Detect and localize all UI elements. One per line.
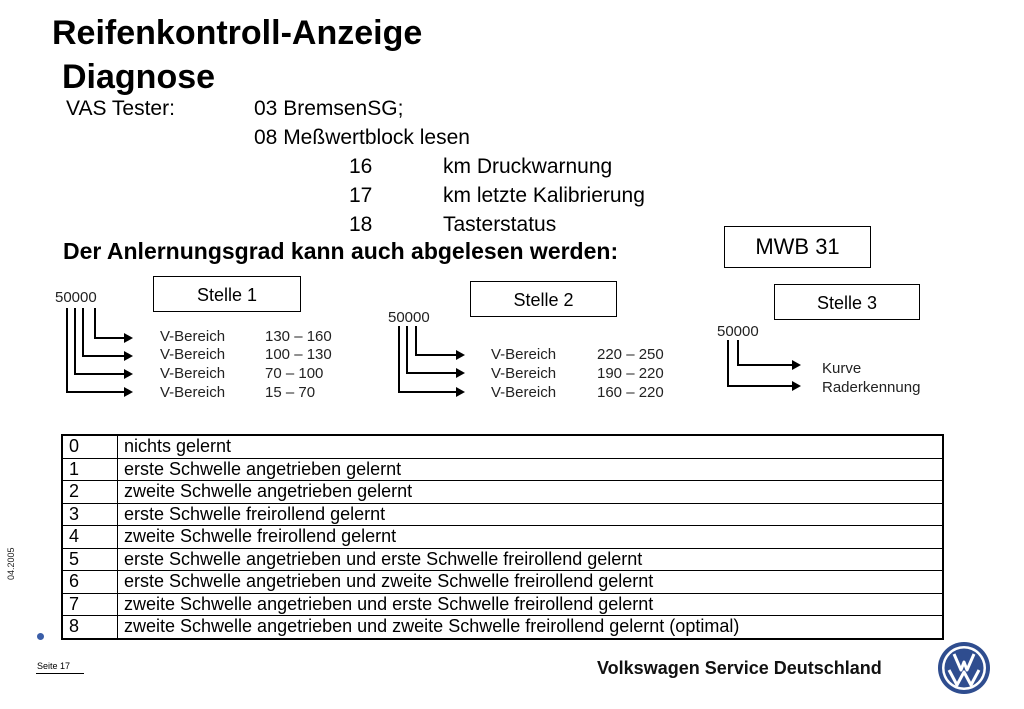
stelle-2-item-name: V-Bereich xyxy=(491,384,557,401)
code-cell: 7 xyxy=(62,593,118,616)
vas-row-num: 16 xyxy=(349,155,373,178)
codes-table xyxy=(61,434,944,640)
vas-row-num: 17 xyxy=(349,184,373,207)
stelle-2-box: Stelle 2 xyxy=(470,281,617,317)
mwb-box: MWB 31 xyxy=(724,226,871,268)
description-cell: erste Schwelle freirollend gelernt xyxy=(118,503,944,526)
vas-row-text: km letzte Kalibrierung xyxy=(443,184,645,207)
stelle-2-item-range: 220 – 250 xyxy=(597,346,664,363)
stelle-1-arrows xyxy=(40,300,150,410)
stelle-2-item-name: V-Bereich xyxy=(491,365,557,382)
stelle-2-item-range: 160 – 220 xyxy=(597,384,664,401)
stelle-1-item-range: 15 – 70 xyxy=(265,384,316,401)
vas-row-text: Tasterstatus xyxy=(443,213,557,236)
table-row xyxy=(62,616,943,639)
table-row xyxy=(62,593,943,616)
vas-line-1: 03 BremsenSG; xyxy=(254,97,404,120)
description-cell: erste Schwelle angetrieben gelernt xyxy=(118,458,944,481)
stelle-3-item: Raderkennung xyxy=(822,379,921,396)
code-cell: 3 xyxy=(62,503,118,526)
stelle-2-item-name: V-Bereich xyxy=(491,346,557,363)
stelle-2-code: 50000 xyxy=(388,309,430,326)
table-row xyxy=(62,435,943,458)
stelle-1-item-range: 70 – 100 xyxy=(265,365,324,382)
description-cell: zweite Schwelle angetrieben gelernt xyxy=(118,481,944,504)
description-cell: erste Schwelle angetrieben und zweite Schwelle freirollend gelernt xyxy=(118,571,944,594)
stelle-1-item-range: 100 – 130 xyxy=(265,346,332,363)
stelle-3-item: Kurve xyxy=(822,360,862,377)
stelle-3-box: Stelle 3 xyxy=(774,284,920,320)
stelle-1-item-range: 130 – 160 xyxy=(265,328,332,345)
description-cell: erste Schwelle angetrieben und erste Schwelle freirollend gelernt xyxy=(118,548,944,571)
brand-name: Volkswagen Service Deutschland xyxy=(597,658,882,678)
stelle-1-box: Stelle 1 xyxy=(153,276,301,312)
description-cell: zweite Schwelle angetrieben und zweite Schwelle freirollend gelernt (optimal) xyxy=(118,616,944,639)
table-row xyxy=(62,503,943,526)
vas-line-2: 08 Meßwertblock lesen xyxy=(254,126,470,149)
description-cell: nichts gelernt xyxy=(118,435,944,458)
code-cell: 4 xyxy=(62,526,118,549)
table-row xyxy=(62,458,943,481)
stelle-3-code: 50000 xyxy=(717,323,759,340)
stelle-1-item-name: V-Bereich xyxy=(160,384,226,401)
description-cell: zweite Schwelle freirollend gelernt xyxy=(118,526,944,549)
vas-label: VAS Tester: xyxy=(66,97,175,120)
page-subtitle: Diagnose xyxy=(62,58,216,96)
stelle-1-item-name: V-Bereich xyxy=(160,346,226,363)
table-row xyxy=(62,526,943,549)
table-row xyxy=(62,571,943,594)
stelle-2-arrows xyxy=(380,320,480,410)
stelle-1-code: 50000 xyxy=(55,289,97,306)
table-row xyxy=(62,548,943,571)
stelle-3-arrows xyxy=(710,334,810,404)
table-row xyxy=(62,481,943,504)
subheading: Der Anlernungsgrad kann auch abgelesen werden: xyxy=(63,238,619,264)
footer-divider xyxy=(36,673,84,674)
code-cell: 8 xyxy=(62,616,118,639)
vas-row-text: km Druckwarnung xyxy=(443,155,613,178)
stelle-1-item-name: V-Bereich xyxy=(160,328,226,345)
description-cell: zweite Schwelle angetrieben und erste Schwelle freirollend gelernt xyxy=(118,593,944,616)
stelle-2-item-range: 190 – 220 xyxy=(597,365,664,382)
code-cell: 5 xyxy=(62,548,118,571)
page-title: Reifenkontroll-Anzeige xyxy=(52,14,423,52)
code-cell: 2 xyxy=(62,481,118,504)
footer-date: 04.2005 xyxy=(6,547,16,580)
vw-logo-icon xyxy=(936,640,992,696)
vas-row-num: 18 xyxy=(349,213,373,236)
page-number: Seite 17 xyxy=(37,661,71,671)
code-cell: 6 xyxy=(62,571,118,594)
code-cell: 1 xyxy=(62,458,118,481)
stelle-1-item-name: V-Bereich xyxy=(160,365,226,382)
bullet-icon xyxy=(37,633,44,640)
code-cell: 0 xyxy=(62,435,118,458)
